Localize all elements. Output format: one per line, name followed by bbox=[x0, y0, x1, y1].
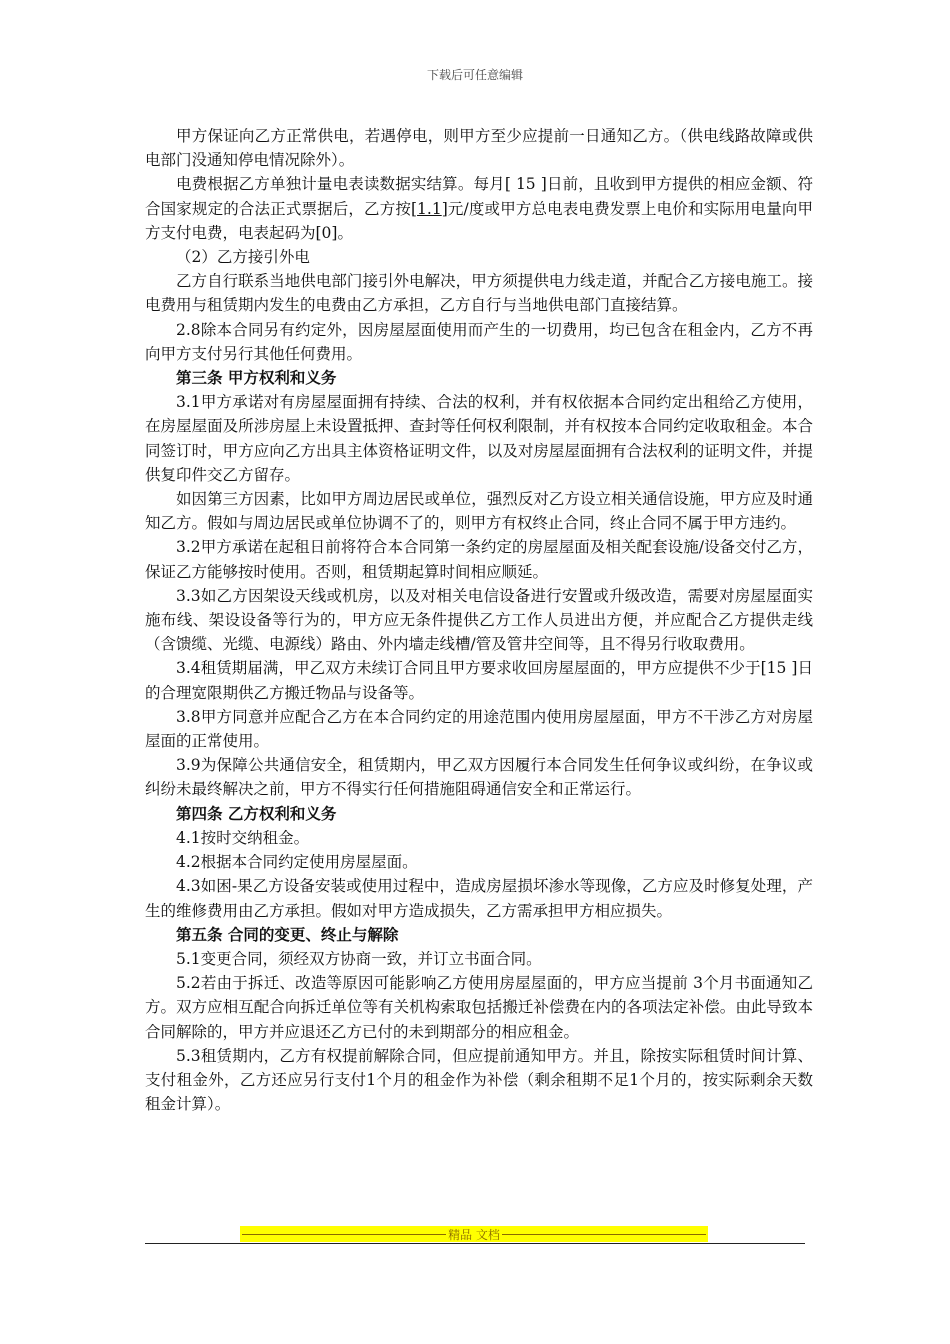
paragraph: 5.3租赁期内，乙方有权提前解除合同，但应提前通知甲方。并且，除按实际租赁时间计算、支付租金外，乙方还应另行支付1个月的租金作为补偿（剩余租期不足1个月的，按实际剩余天数租金计算）。 bbox=[145, 1046, 813, 1114]
paragraph: 乙方自行联系当地供电部门接引外电解决，甲方须提供电力线走道，并配合乙方接电施工。接电费用与租赁期内发生的电费由乙方承担，乙方自行与当地供电部门直接结算。 bbox=[145, 272, 813, 315]
footer-dash-left bbox=[242, 1234, 446, 1235]
electricity-rate-value: 1.1 bbox=[417, 199, 442, 218]
footer-dash-right bbox=[502, 1234, 706, 1235]
document-body bbox=[145, 124, 813, 1116]
footer-banner bbox=[240, 1226, 708, 1242]
paragraph: 3.3如乙方因架设天线或机房，以及对相关电信设备进行安置或升级改造，需要对房屋屋面实施布线、架设设备等行为的，甲方应无条件提供乙方工作人员进出方便，并应配合乙方提供走线（含馈缆、光缆、电源线）路由、外内墙走线槽/管及管井空间等，且不得另行收取费用。 bbox=[145, 586, 813, 654]
page-header-note: 下载后可任意编辑 bbox=[426, 68, 523, 82]
footer-label: 精品 文档 bbox=[448, 1227, 500, 1242]
section-heading-3: 第三条 甲方权利和义务 bbox=[176, 369, 337, 388]
paragraph: 如因第三方因素，比如甲方周边居民或单位，强烈反对乙方设立相关通信设施，甲方应及时通知乙方。假如与周边居民或单位协调不了的，则甲方有权终止合同，终止合同不属于甲方违约。 bbox=[145, 490, 813, 533]
paragraph: （2）乙方接引外电 bbox=[176, 248, 310, 267]
section-heading-5: 第五条 合同的变更、终止与解除 bbox=[176, 925, 399, 944]
paragraph: 5.2若由于拆迁、改造等原因可能影响乙方使用房屋屋面的，甲方应当提前 3个月书面通知乙方。双方应相互配合向拆迁单位等有关机构索取包括搬迁补偿费在内的各项法定补偿。由此导致本合同解除的，甲方并应退还乙方已付的未到期部分的相应租金。 bbox=[145, 974, 813, 1041]
paragraph: 3.9为保障公共通信安全，租赁期内，甲乙双方因履行本合同发生任何争议或纠纷，在争议或纠纷未最终解决之前，甲方不得实行任何措施阻碍通信安全和正常运行。 bbox=[145, 756, 813, 799]
paragraph: 4.1按时交纳租金。 bbox=[176, 828, 310, 847]
paragraph: 4.3如困-果乙方设备安装或使用过程中，造成房屋损坏渗水等现像，乙方应及时修复处理，产生的维修费用由乙方承担。假如对甲方造成损失，乙方需承担甲方相应损失。 bbox=[145, 877, 813, 920]
paragraph: 3.8甲方同意并应配合乙方在本合同约定的用途范围内使用房屋屋面，甲方不干涉乙方对房屋屋面的正常使用。 bbox=[145, 707, 813, 751]
paragraph: 3.2甲方承诺在起租日前将符合本合同第一条约定的房屋屋面及相关配套设施/设备交付乙方，保证乙方能够按时使用。否则，租赁期起算时间相应顺延。 bbox=[145, 538, 813, 581]
paragraph: 3.4租赁期届满，甲乙双方未续订合同且甲方要求收回房屋屋面的，甲方应提供不少于[15 ]日的合理宽限期供乙方搬迁物品与设备等。 bbox=[145, 659, 813, 702]
paragraph: 3.1甲方承诺对有房屋屋面拥有持续、合法的权利，并有权依据本合同约定出租给乙方使用，在房屋屋面及所涉房屋上未设置抵押、查封等任何权利限制，并有权按本合同约定收取租金。本合同签订时，甲方应向乙方出具主体资格证明文件，以及对房屋屋面拥有合法权利的证明文件，并提供复印件交乙方留存。 bbox=[145, 393, 813, 484]
footer-rule bbox=[145, 1243, 805, 1244]
paragraph: 5.1变更合同，须经双方协商一致，并订立书面合同。 bbox=[176, 949, 542, 968]
text-span: ]元/度或甲方总电表电费发票上电价和实际用电量向甲方支付电费，电表起码为[0]。 bbox=[145, 199, 813, 242]
section-heading-4: 第四条 乙方权利和义务 bbox=[176, 804, 337, 823]
paragraph: 甲方保证向乙方正常供电，若遇停电，则甲方至少应提前一日通知乙方。（供电线路故障或供电部门没通知停电情况除外）。 bbox=[145, 127, 813, 170]
paragraph: 2.8除本合同另有约定外，因房屋屋面使用而产生的一切费用，均已包含在租金内，乙方不再向甲方支付另行其他任何费用。 bbox=[145, 320, 813, 363]
paragraph-electricity-fee bbox=[145, 172, 813, 245]
text-span: 电费根据乙方单独计量电表读数据实结算。每月[ 15 ]日前，且收到甲方提供的相应金额、符合国家规定的合法正式票据后，乙方按[ bbox=[145, 175, 813, 218]
paragraph: 4.2根据本合同约定使用房屋屋面。 bbox=[176, 853, 418, 872]
